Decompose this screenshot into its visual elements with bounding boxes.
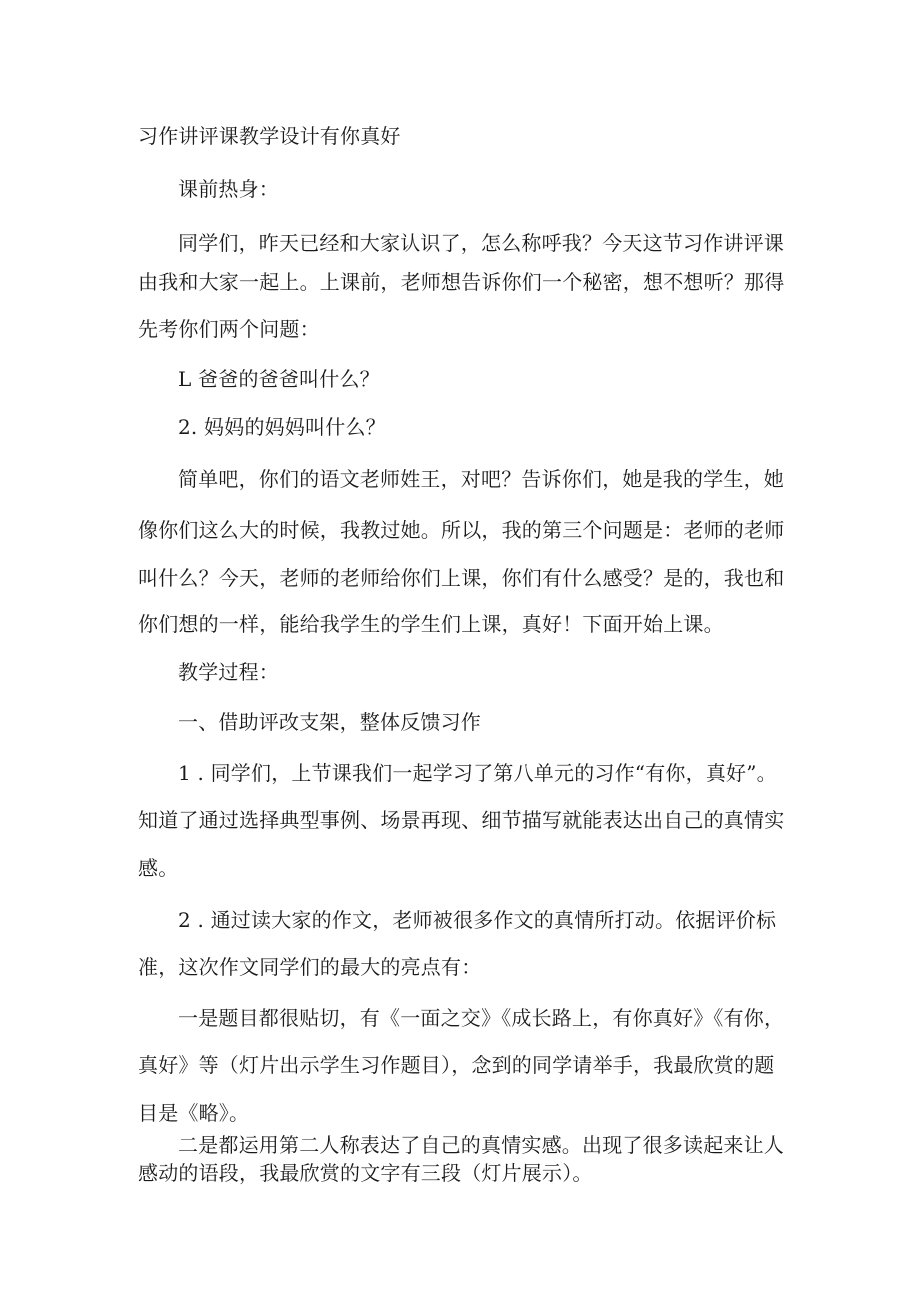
paragraph-line: 真好》等（灯片出示学生习作题目），念到的同学请举手，我最欣赏的题	[138, 1053, 775, 1077]
paragraph-line: 目是《略》。	[138, 1101, 250, 1125]
section-heading: 一、借助评改支架，整体反馈习作	[178, 710, 481, 734]
paragraph-line: 2 . 通过读大家的作文，老师被很多作文的真情所打动。依据评价标	[178, 908, 777, 932]
paragraph-line: 先考你们两个问题：	[138, 317, 320, 341]
paragraph-line: 由我和大家一起上。上课前，老师想告诉你们一个秘密，想不想听？那得	[138, 270, 785, 294]
paragraph-line: 你们想的一样，能给我学生的学生们上课，真好！下面开始上课。	[138, 612, 724, 636]
paragraph-line: 课前热身：	[178, 177, 279, 201]
paragraph-line: 准，这次作文同学们的最大的亮点有：	[138, 955, 482, 979]
paragraph-line: 像你们这么大的时候，我教过她。所以，我的第三个问题是：老师的老师	[138, 518, 785, 542]
paragraph-line: 简单吧，你们的语文老师姓王，对吧？告诉你们，她是我的学生，她	[178, 467, 784, 491]
paragraph-line: 知道了通过选择典型事例、场景再现、细节描写就能表达出自己的真情实	[138, 808, 785, 832]
paragraph-line: 二是都运用第二人称表达了自己的真情实感。出现了很多读起来让人	[178, 1133, 784, 1157]
document-title: 习作讲评课教学设计有你真好	[138, 124, 401, 148]
section-heading: 教学过程：	[178, 660, 279, 684]
paragraph-line: 2. 妈妈的妈妈叫什么？	[178, 415, 386, 439]
paragraph-line: 感。	[138, 856, 179, 880]
paragraph-line: 感动的语段，我最欣赏的文字有三段（灯片展示）。	[138, 1161, 593, 1185]
paragraph-line: 1 . 同学们，上节课我们一起学习了第八单元的习作“有你，真好”。	[178, 761, 777, 785]
paragraph-line: 叫什么？今天，老师的老师给你们上课，你们有什么感受？是的，我也和	[138, 566, 785, 590]
paragraph-line: 同学们，昨天已经和大家认识了，怎么称呼我？今天这节习作讲评课	[178, 231, 784, 255]
paragraph-line: 一是题目都很贴切，有《一面之交》《成长路上，有你真好》《有你，	[178, 1006, 785, 1030]
paragraph-line: L 爸爸的爸爸叫什么？	[178, 367, 380, 391]
